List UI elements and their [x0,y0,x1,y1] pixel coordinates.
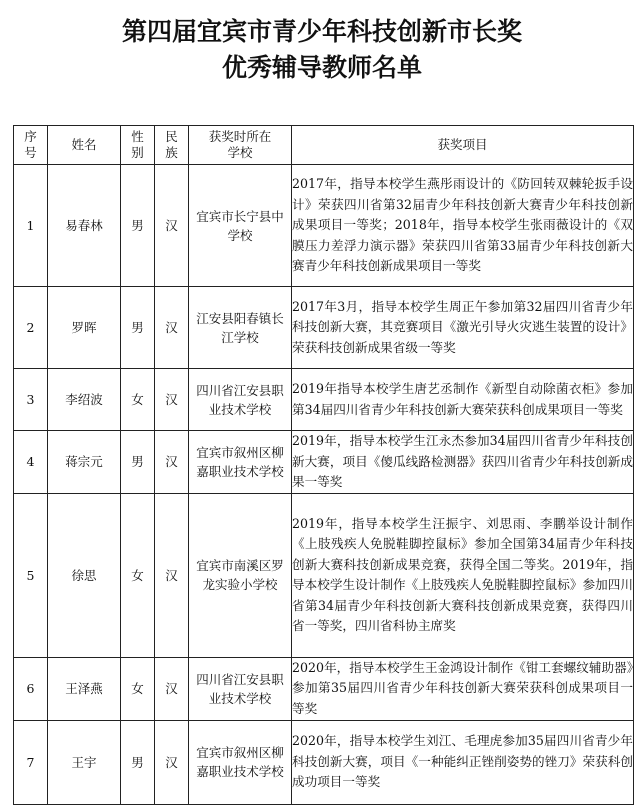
row-name: 罗晖 [48,287,121,369]
table-row [14,493,634,657]
table-header-row [14,126,634,165]
document-title [0,14,644,86]
row-index: 3 [14,369,48,431]
row-gender: 男 [121,720,155,804]
header-school: 获奖时所在学校 [189,126,292,165]
header-index: 序号 [14,126,48,165]
row-school: 宜宾市叙州区柳嘉职业技术学校 [189,720,292,804]
teacher-award-table [13,125,634,805]
row-project: 2019年，指导本校学生江永杰参加34届四川省青少年科技创新大赛，项目《傻瓜线路检测器》获四川省青少年科技创新成果一等奖 [292,431,634,494]
row-index: 6 [14,657,48,720]
row-name: 王泽燕 [48,657,121,720]
header-gender: 性别 [121,126,155,165]
row-name: 李绍波 [48,369,121,431]
row-index: 7 [14,720,48,804]
row-project: 2020年，指导本校学生王金鸿设计制作《钳工套螺纹辅助器》参加第35届四川省青少年科技创新大赛荣获科创成果项目一等奖 [292,657,634,720]
table-row [14,369,634,431]
row-school: 宜宾市长宁县中学校 [189,165,292,287]
title-line-2: 优秀辅导教师名单 [221,53,422,82]
row-index: 4 [14,431,48,494]
header-project: 获奖项目 [292,126,634,165]
row-ethnicity: 汉 [155,493,189,657]
row-project: 2019年指导本校学生唐艺丞制作《新型自动除菌衣柜》参加第34届四川省青少年科技创新大赛荣获科创成果项目一等奖 [292,369,634,431]
row-ethnicity: 汉 [155,720,189,804]
row-index: 1 [14,165,48,287]
row-gender: 男 [121,431,155,494]
row-index: 2 [14,287,48,369]
row-ethnicity: 汉 [155,287,189,369]
row-index: 5 [14,493,48,657]
row-school: 宜宾市叙州区柳嘉职业技术学校 [189,431,292,494]
row-gender: 男 [121,165,155,287]
title-line-1: 第四届宜宾市青少年科技创新市长奖 [121,17,522,46]
table-row [14,287,634,369]
row-name: 王宇 [48,720,121,804]
row-school: 四川省江安县职业技术学校 [189,369,292,431]
row-project: 2017年3月，指导本校学生周正午参加第32届四川省青少年科技创新大赛，其竞赛项目《激光引导火灾逃生装置的设计》荣获科技创新成果省级一等奖 [292,287,634,369]
table-row [14,720,634,804]
header-name: 姓名 [48,126,121,165]
row-ethnicity: 汉 [155,165,189,287]
row-name: 蒋宗元 [48,431,121,494]
row-gender: 女 [121,369,155,431]
row-gender: 女 [121,657,155,720]
row-gender: 女 [121,493,155,657]
table-row [14,165,634,287]
row-name: 易春林 [48,165,121,287]
row-school: 江安县阳春镇长江学校 [189,287,292,369]
row-project: 2020年，指导本校学生刘江、毛理虎参加35届四川省青少年科技创新大赛，项目《一种能纠正锉削姿势的锉刀》荣获科创成功项目一等奖 [292,720,634,804]
row-school: 四川省江安县职业技术学校 [189,657,292,720]
row-project: 2019年，指导本校学生汪振宇、刘思雨、李鹏举设计制作《上肢残疾人免脱鞋脚控鼠标》参加全国第34届青少年科技创新大赛科技创新成果竞赛，获得全国二等奖。2019年，指导本校学生设计制作《上肢残疾人免脱鞋脚控鼠标》参加四川省第34届青少年科技创新大赛科技创新成果竞赛，获得四川省一等奖，四川省科协主席奖 [292,493,634,657]
table-row [14,431,634,494]
row-ethnicity: 汉 [155,657,189,720]
row-ethnicity: 汉 [155,369,189,431]
row-project: 2017年，指导本校学生燕彤雨设计的《防回转双棘轮扳手设计》荣获四川省第32届青少年科技创新大赛青少年科技创新成果项目一等奖；2018年，指导本校学生张雨薇设计的《双膜压力差浮力演示器》荣获四川省第33届青少年科技创新大赛青少年科技创新成果项目一等奖 [292,165,634,287]
row-ethnicity: 汉 [155,431,189,494]
row-name: 徐思 [48,493,121,657]
header-ethnicity: 民族 [155,126,189,165]
table-row [14,657,634,720]
row-gender: 男 [121,287,155,369]
row-school: 宜宾市南溪区罗龙实验小学校 [189,493,292,657]
